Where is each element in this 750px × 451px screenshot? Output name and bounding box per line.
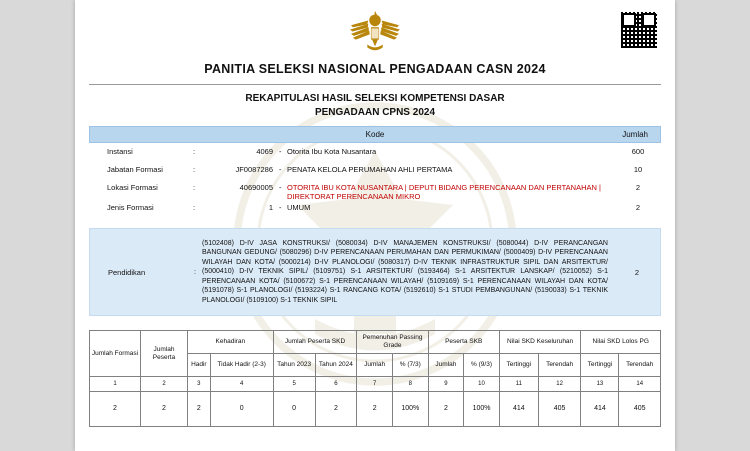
th-nilai-skd-lolos-pg: Nilai SKD Lolos PG [581,331,661,354]
th-peserta-skb: Peserta SKB [428,331,499,354]
info-colon: : [193,147,196,156]
cell: 2 [141,392,188,427]
cell: 0 [210,392,273,427]
cell: 2 [315,392,357,427]
info-code: 40690005 [239,183,273,192]
th-tahun-2024: Tahun 2024 [315,354,357,377]
info-dash: - [279,165,282,174]
cell: 2 [357,392,393,427]
qr-code-icon [621,12,657,48]
cell: 100% [392,392,428,427]
th-jumlah-peserta-skd: Jumlah Peserta SKD [273,331,357,354]
info-row-instansi [89,146,661,164]
jumlah-column-label: Jumlah [622,130,648,139]
colnum: 13 [581,377,619,392]
info-section [89,146,661,220]
pendidikan-label: Pendidikan [108,267,146,277]
cell: 2 [188,392,211,427]
cell: 405 [538,392,581,427]
page-margin-right [675,0,750,451]
pendidikan-value: (5102408) D-IV JASA KONSTRUKSI/ (5080034) D-IV MANAJEMEN KONSTRUKSI/ (5080044) D-IV PERANCANGAN BANGUNAN GEDUNG/ (5080296) D-IV PERENCANAAN PERUMAHAN DAN PERMUKIMAN/ (5000409) D-IV PERENCANAAN WILAYAH DAN KOTA/ (5000214) D-IV PLANOLOGI/ (5080317) D-IV TEKNIK INFRASTRUKTUR SIPIL DAN ARSITEKTUR/ (5000410) D-IV TEKNIK SIPIL/ (5109751) S-1 ARSITEKTUR/ (5193464) S-1 ARSITEKTUR LANSKAP/ (5210052) S-1 PERENCANAAN KOTA/ (5100672) S-1 PERENCANAAN WILAYAH/ (5109169) S-1 PERENCANAAN WILAYAH DAN KOTA/ (5191078) S-1 PLANOLOGI/ (5193224) S-1 RANCANG KOTA/ (5192610) S-1 STUDI PEMBANGUNAN/ (5190033) S-1 TEKNIK PLANOLOGI/ (5109100) S-1 TEKNIK SIPIL [202,239,608,304]
cell: 414 [499,392,538,427]
info-row-jenis-formasi [89,202,661,220]
colnum: 11 [499,377,538,392]
info-value: Otorita Ibu Kota Nusantara [287,147,377,156]
colnum: 12 [538,377,581,392]
page-margin-left [0,0,75,451]
colnum: 9 [428,377,464,392]
info-code: 1 [268,203,273,212]
th-lolos-terendah: Terendah [619,354,661,377]
info-dash: - [279,203,282,212]
th-kehadiran: Kehadiran [188,331,274,354]
table-body [90,392,661,427]
info-jumlah: 2 [635,203,641,212]
cell: 2 [428,392,464,427]
cell: 405 [619,392,661,427]
colnum: 2 [141,377,188,392]
info-dash: - [279,183,282,192]
page-subtitle [75,92,675,120]
colnum: 7 [357,377,393,392]
info-row-jabatan-formasi [89,164,661,182]
th-pemenuhan-passing-grade: Pemenuhan Passing Grade [357,331,428,354]
info-label: Jabatan Formasi [107,165,163,174]
th-skd-tertinggi: Tertinggi [499,354,538,377]
info-value: UMUM [287,203,311,212]
info-jumlah: 10 [633,165,643,174]
table-header-row [90,331,661,354]
colnum: 8 [392,377,428,392]
colnum: 4 [210,377,273,392]
cell: 2 [90,392,141,427]
table-head [90,331,661,392]
kode-column-label: Kode [365,130,385,139]
cell: 414 [581,392,619,427]
garuda-emblem-icon [346,8,404,56]
th-tidak-hadir: Tidak Hadir (2-3) [210,354,273,377]
th-nilai-skd-keseluruhan: Nilai SKD Keseluruhan [499,331,581,354]
th-hadir: Hadir [188,354,211,377]
document-page [75,0,675,451]
th-skb-persen: % (9/3) [464,354,500,377]
th-tahun-2023: Tahun 2023 [273,354,315,377]
table-row [90,392,661,427]
info-jumlah: 2 [635,183,641,192]
cell: 100% [464,392,500,427]
colnum: 14 [619,377,661,392]
info-colon: : [193,203,196,212]
pendidikan-jumlah: 2 [634,267,640,277]
info-code: 4069 [256,147,273,156]
table-column-number-row [90,377,661,392]
th-jumlah-peserta: Jumlah Peserta [141,331,188,377]
colnum: 1 [90,377,141,392]
info-colon: : [193,165,196,174]
info-row-lokasi-formasi [89,182,661,202]
info-jumlah: 600 [631,147,645,156]
info-code: JF0087286 [235,165,273,174]
info-label: Instansi [107,147,133,156]
info-value: OTORITA IBU KOTA NUSANTARA | DEPUTI BIDANG PERENCANAAN DAN PERTANAHAN | DIREKTORAT PERENCANAAN MIKRO [287,183,601,201]
colnum: 6 [315,377,357,392]
kode-header-bar [89,126,661,143]
colnum: 10 [464,377,500,392]
subtitle-line-2: PENGADAAN CPNS 2024 [314,107,436,118]
page-title: PANITIA SELEKSI NASIONAL PENGADAAN CASN 2024 [204,62,546,76]
th-lolos-tertinggi: Tertinggi [581,354,619,377]
th-pg-jumlah: Jumlah [357,354,393,377]
rekapitulasi-table [89,330,661,427]
info-label: Jenis Formasi [107,203,154,212]
cell: 0 [273,392,315,427]
th-skd-terendah: Terendah [538,354,581,377]
th-pg-persen: % (7/3) [392,354,428,377]
colnum: 3 [188,377,211,392]
pendidikan-colon: : [194,268,196,276]
colnum: 5 [273,377,315,392]
subtitle-line-1: REKAPITULASI HASIL SELEKSI KOMPETENSI DASAR [245,93,505,104]
header-divider [89,84,661,85]
th-jumlah-formasi: Jumlah Formasi [90,331,141,377]
info-label: Lokasi Formasi [107,183,158,192]
info-row-pendidikan [89,228,661,316]
info-colon: : [193,183,196,192]
info-dash: - [279,147,282,156]
info-value: PENATA KELOLA PERUMAHAN AHLI PERTAMA [287,165,453,174]
th-skb-jumlah: Jumlah [428,354,464,377]
